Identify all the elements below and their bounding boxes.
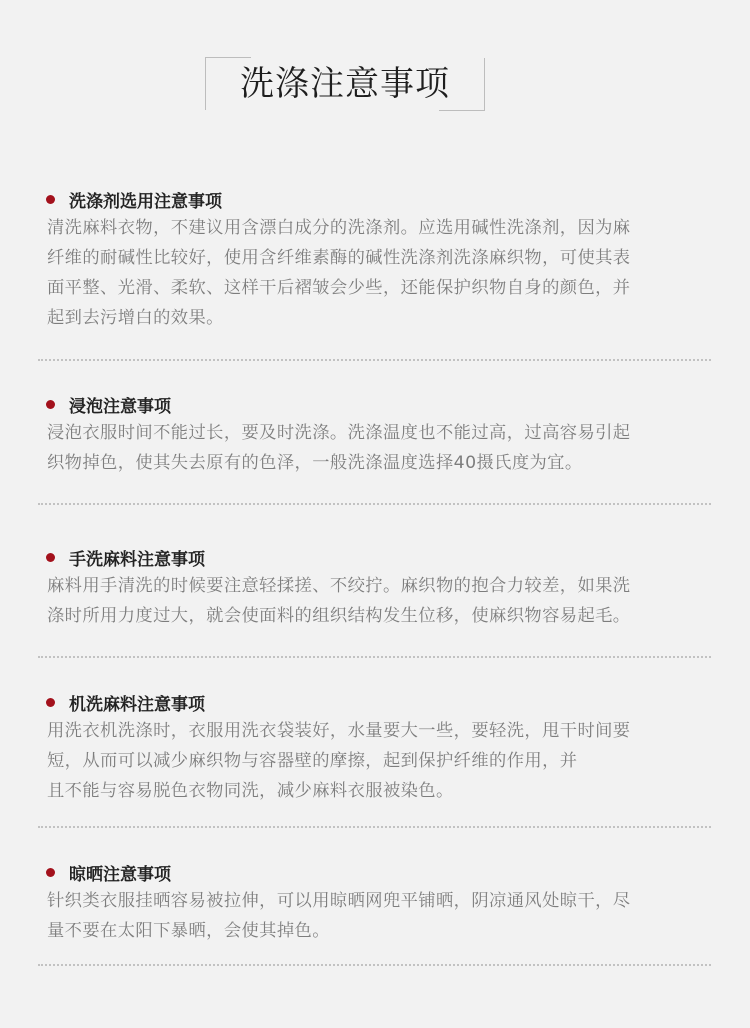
bullet-dot-icon bbox=[46, 698, 55, 707]
section-title: 浸泡注意事项 bbox=[69, 396, 171, 417]
dotted-divider bbox=[38, 656, 711, 658]
section-title: 晾晒注意事项 bbox=[69, 864, 171, 885]
body-line: 浸泡衣服时间不能过长，要及时洗涤。洗涤温度也不能过高，过高容易引起 bbox=[47, 423, 631, 443]
bullet-dot-icon bbox=[46, 553, 55, 562]
body-line: 面平整、光滑、柔软、这样干后褶皱会少些，还能保护织物自身的颜色，并 bbox=[47, 278, 631, 298]
dotted-divider bbox=[38, 964, 711, 966]
bullet-dot-icon bbox=[46, 868, 55, 877]
section-heading bbox=[46, 187, 222, 211]
section-body bbox=[47, 418, 705, 478]
section-heading bbox=[46, 860, 171, 884]
section-body bbox=[47, 716, 705, 806]
dotted-divider bbox=[38, 359, 711, 361]
dotted-divider bbox=[38, 826, 711, 828]
body-line: 针织类衣服挂晒容易被拉伸，可以用晾晒网兜平铺晒，阴凉通风处晾干，尽 bbox=[47, 891, 631, 911]
bullet-dot-icon bbox=[46, 195, 55, 204]
body-line: 清洗麻料衣物，不建议用含漂白成分的洗涤剂。应选用碱性洗涤剂，因为麻 bbox=[47, 218, 631, 238]
body-line: 涤时所用力度过大，就会使面料的组织结构发生位移，使麻织物容易起毛。 bbox=[47, 606, 631, 626]
body-line: 织物掉色，使其失去原有的色泽，一般洗涤温度选择40摄氏度为宜。 bbox=[47, 453, 583, 473]
section-heading bbox=[46, 392, 171, 416]
body-line: 麻料用手清洗的时候要注意轻揉搓、不绞拧。麻织物的抱合力较差，如果洗 bbox=[47, 576, 631, 596]
section-body bbox=[47, 213, 705, 333]
page-title: 洗涤注意事项 bbox=[240, 64, 450, 104]
body-line: 起到去污增白的效果。 bbox=[47, 308, 224, 328]
section-title: 洗涤剂选用注意事项 bbox=[69, 191, 222, 212]
section-heading bbox=[46, 545, 205, 569]
dotted-divider bbox=[38, 503, 711, 505]
body-line: 纤维的耐碱性比较好，使用含纤维素酶的碱性洗涤剂洗涤麻织物，可使其表 bbox=[47, 248, 631, 268]
body-line: 用洗衣机洗涤时，衣服用洗衣袋装好，水量要大一些，要轻洗，甩干时间要 bbox=[47, 721, 631, 741]
section-body bbox=[47, 571, 705, 631]
body-line: 短，从而可以减少麻织物与容器壁的摩擦，起到保护纤维的作用，并 bbox=[47, 751, 578, 771]
section-body bbox=[47, 886, 705, 946]
section-title: 手洗麻料注意事项 bbox=[69, 549, 205, 570]
body-line: 且不能与容易脱色衣物同洗，减少麻料衣服被染色。 bbox=[47, 781, 454, 801]
section-title: 机洗麻料注意事项 bbox=[69, 694, 205, 715]
bullet-dot-icon bbox=[46, 400, 55, 409]
section-heading bbox=[46, 690, 205, 714]
body-line: 量不要在太阳下暴晒，会使其掉色。 bbox=[47, 921, 330, 941]
